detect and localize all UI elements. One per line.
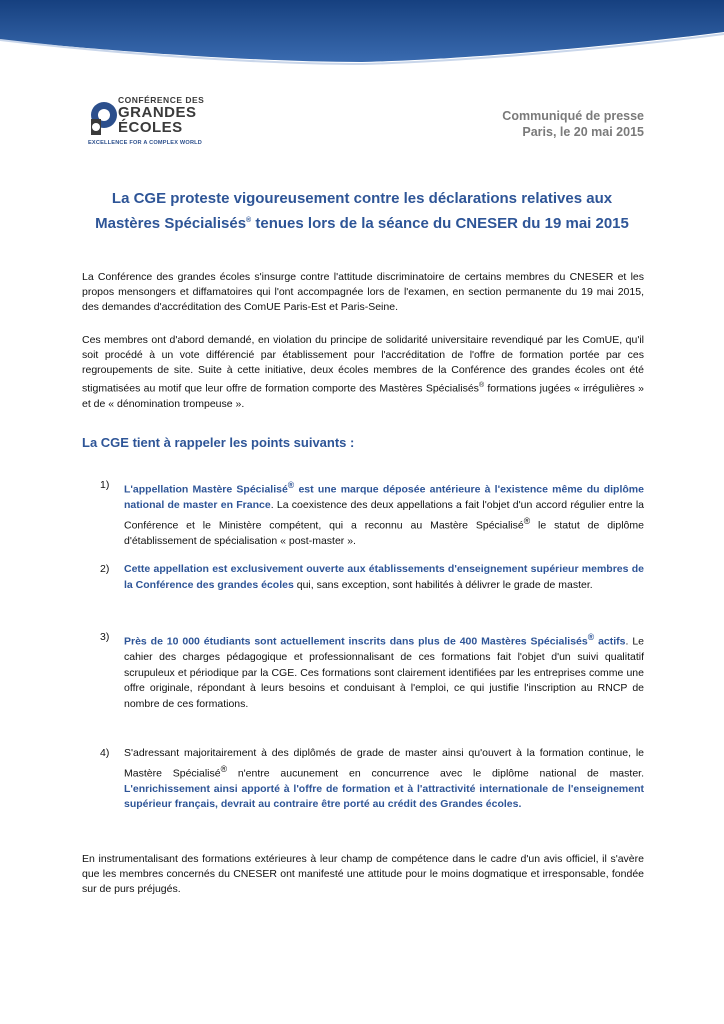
press-info	[502, 108, 644, 140]
list-number: 2)	[100, 563, 110, 575]
highlight-text: est une marque déposée antérieure à l'existence même du diplôme national de master en France	[124, 483, 644, 511]
registered-mark: ®	[287, 480, 295, 490]
logo-line-2: GRANDES	[118, 104, 197, 121]
title-line-2	[60, 210, 664, 235]
intro-paragraph-1: La Conférence des grandes écoles s'insurge contre l'attitude discriminatoire de certains membres du CNESER et les propos mensongers et diffamatoires qui l'ont accompagnée lors de l'examen, en section permanente du 19 mai 2015, des demandes d'accréditation des ComUE Paris-Est et Paris-Seine.	[82, 271, 644, 313]
list-number: 1)	[100, 479, 110, 491]
registered-mark: ®	[478, 382, 485, 389]
highlight-text: L'enrichissement ainsi apporté à l'offre de formation et à l'attractivité internationale de l'enseignement supérieur français, devrait au contraire être porté au crédit des Grandes écoles.	[124, 782, 644, 810]
registered-mark: ®	[523, 515, 531, 526]
intro-paragraph-2	[82, 333, 644, 412]
intro-p2-part-a: Ces membres ont d'abord demandé, en violation du principe de solidarité universitaire revendiqué par les ComUE, qu'il soit procédé à un vote différencié par établissement pour l'accréditation de l'offre de formation portée par ces regroupements de site. Suite à cette initiative, deux écoles membres de la Conférence des grandes écoles ont été stigmatisées au motif que leur offre de formation comporte des Mastères Spécialisés	[82, 334, 644, 395]
list-item-1	[100, 478, 644, 549]
body-text: . Le cahier des charges pédagogique et professionnalisant de ces formations fait l'objet d'un suivi qualitatif scrupuleux et périodique par la CGE. Ces formations sont clairement identifiées par les entreprises comme une offre originale, répondant à leurs besoins et conduisant à l'emploi, ce qui justifie l'inscription au RNCP de nombre de ces formations.	[124, 635, 644, 710]
registered-mark: ®	[220, 763, 228, 774]
list-item-3	[100, 630, 644, 712]
list-number: 3)	[100, 631, 110, 643]
body-text: le statut de diplôme d'établissement de spécialisation « post-master ».	[124, 519, 644, 547]
logo-mark-icon	[88, 97, 118, 137]
registered-mark: ®	[587, 632, 595, 642]
body-text: qui, sans exception, sont habilités à délivrer le grade de master.	[293, 578, 593, 591]
logo-line-1: CONFÉRENCE DES	[118, 95, 205, 105]
logo-line-3: ÉCOLES	[118, 119, 183, 136]
highlight-text: actifs	[594, 635, 626, 648]
press-date: Paris, le 20 mai 2015	[522, 125, 644, 139]
highlight-text: Cette appellation est exclusivement ouverte aux établissements d'enseignement supérieur membres de la Conférence des grandes écoles	[124, 563, 644, 591]
title-line-2a: Mastères Spécialisés	[95, 215, 247, 232]
header-banner	[0, 0, 724, 75]
title-line-2b: tenues lors de la séance du CNESER du 19 mai 2015	[251, 215, 629, 232]
list-item-4	[100, 746, 644, 813]
list-item-2	[100, 562, 644, 593]
registered-mark: ®	[246, 217, 252, 224]
list-item-text	[124, 562, 644, 593]
section-subheading: La CGE tient à rappeler les points suivants :	[82, 435, 355, 450]
body-text: . La coexistence des deux appellations a fait l'objet d'un accord régulier entre la Conférence et le Ministère compétent, qui a reconnu au Mastère Spécialisé	[124, 499, 644, 531]
press-label: Communiqué de presse	[502, 109, 644, 123]
highlight-text: Près de 10 000 étudiants sont actuellement inscrits dans plus de 400 Mastères Spécialisés	[124, 635, 588, 648]
list-item-text	[124, 746, 644, 813]
list-item-text	[124, 478, 644, 549]
cge-logo	[88, 95, 228, 155]
conclusion-paragraph: En instrumentalisant des formations extérieures à leur champ de compétence dans le cadre d'un avis officiel, il s'avère que les membres concernés du CNESER ont manifesté une attitude pour le moins dogmatique et irresponsable, fondée sur de purs préjugés.	[82, 853, 644, 895]
body-text: n'entre aucunement en concurrence avec le diplôme national de master.	[227, 767, 644, 779]
title-line-1: La CGE proteste vigoureusement contre les déclarations relatives aux	[111, 190, 613, 207]
list-number: 4)	[100, 747, 110, 759]
highlight-text: L'appellation Mastère Spécialisé	[124, 483, 288, 496]
list-item-text	[124, 630, 644, 712]
body-text: S'adressant majoritairement à des diplômés de grade de master ainsi qu'ouvert à la formation continue, le Mastère Spécialisé	[124, 747, 644, 779]
logo-tagline: EXCELLENCE FOR A COMPLEX WORLD	[88, 140, 203, 146]
intro-p2-part-b: formations jugées « irrégulières » et de « dénomination trompeuse ».	[82, 382, 644, 410]
document-title	[60, 188, 664, 235]
